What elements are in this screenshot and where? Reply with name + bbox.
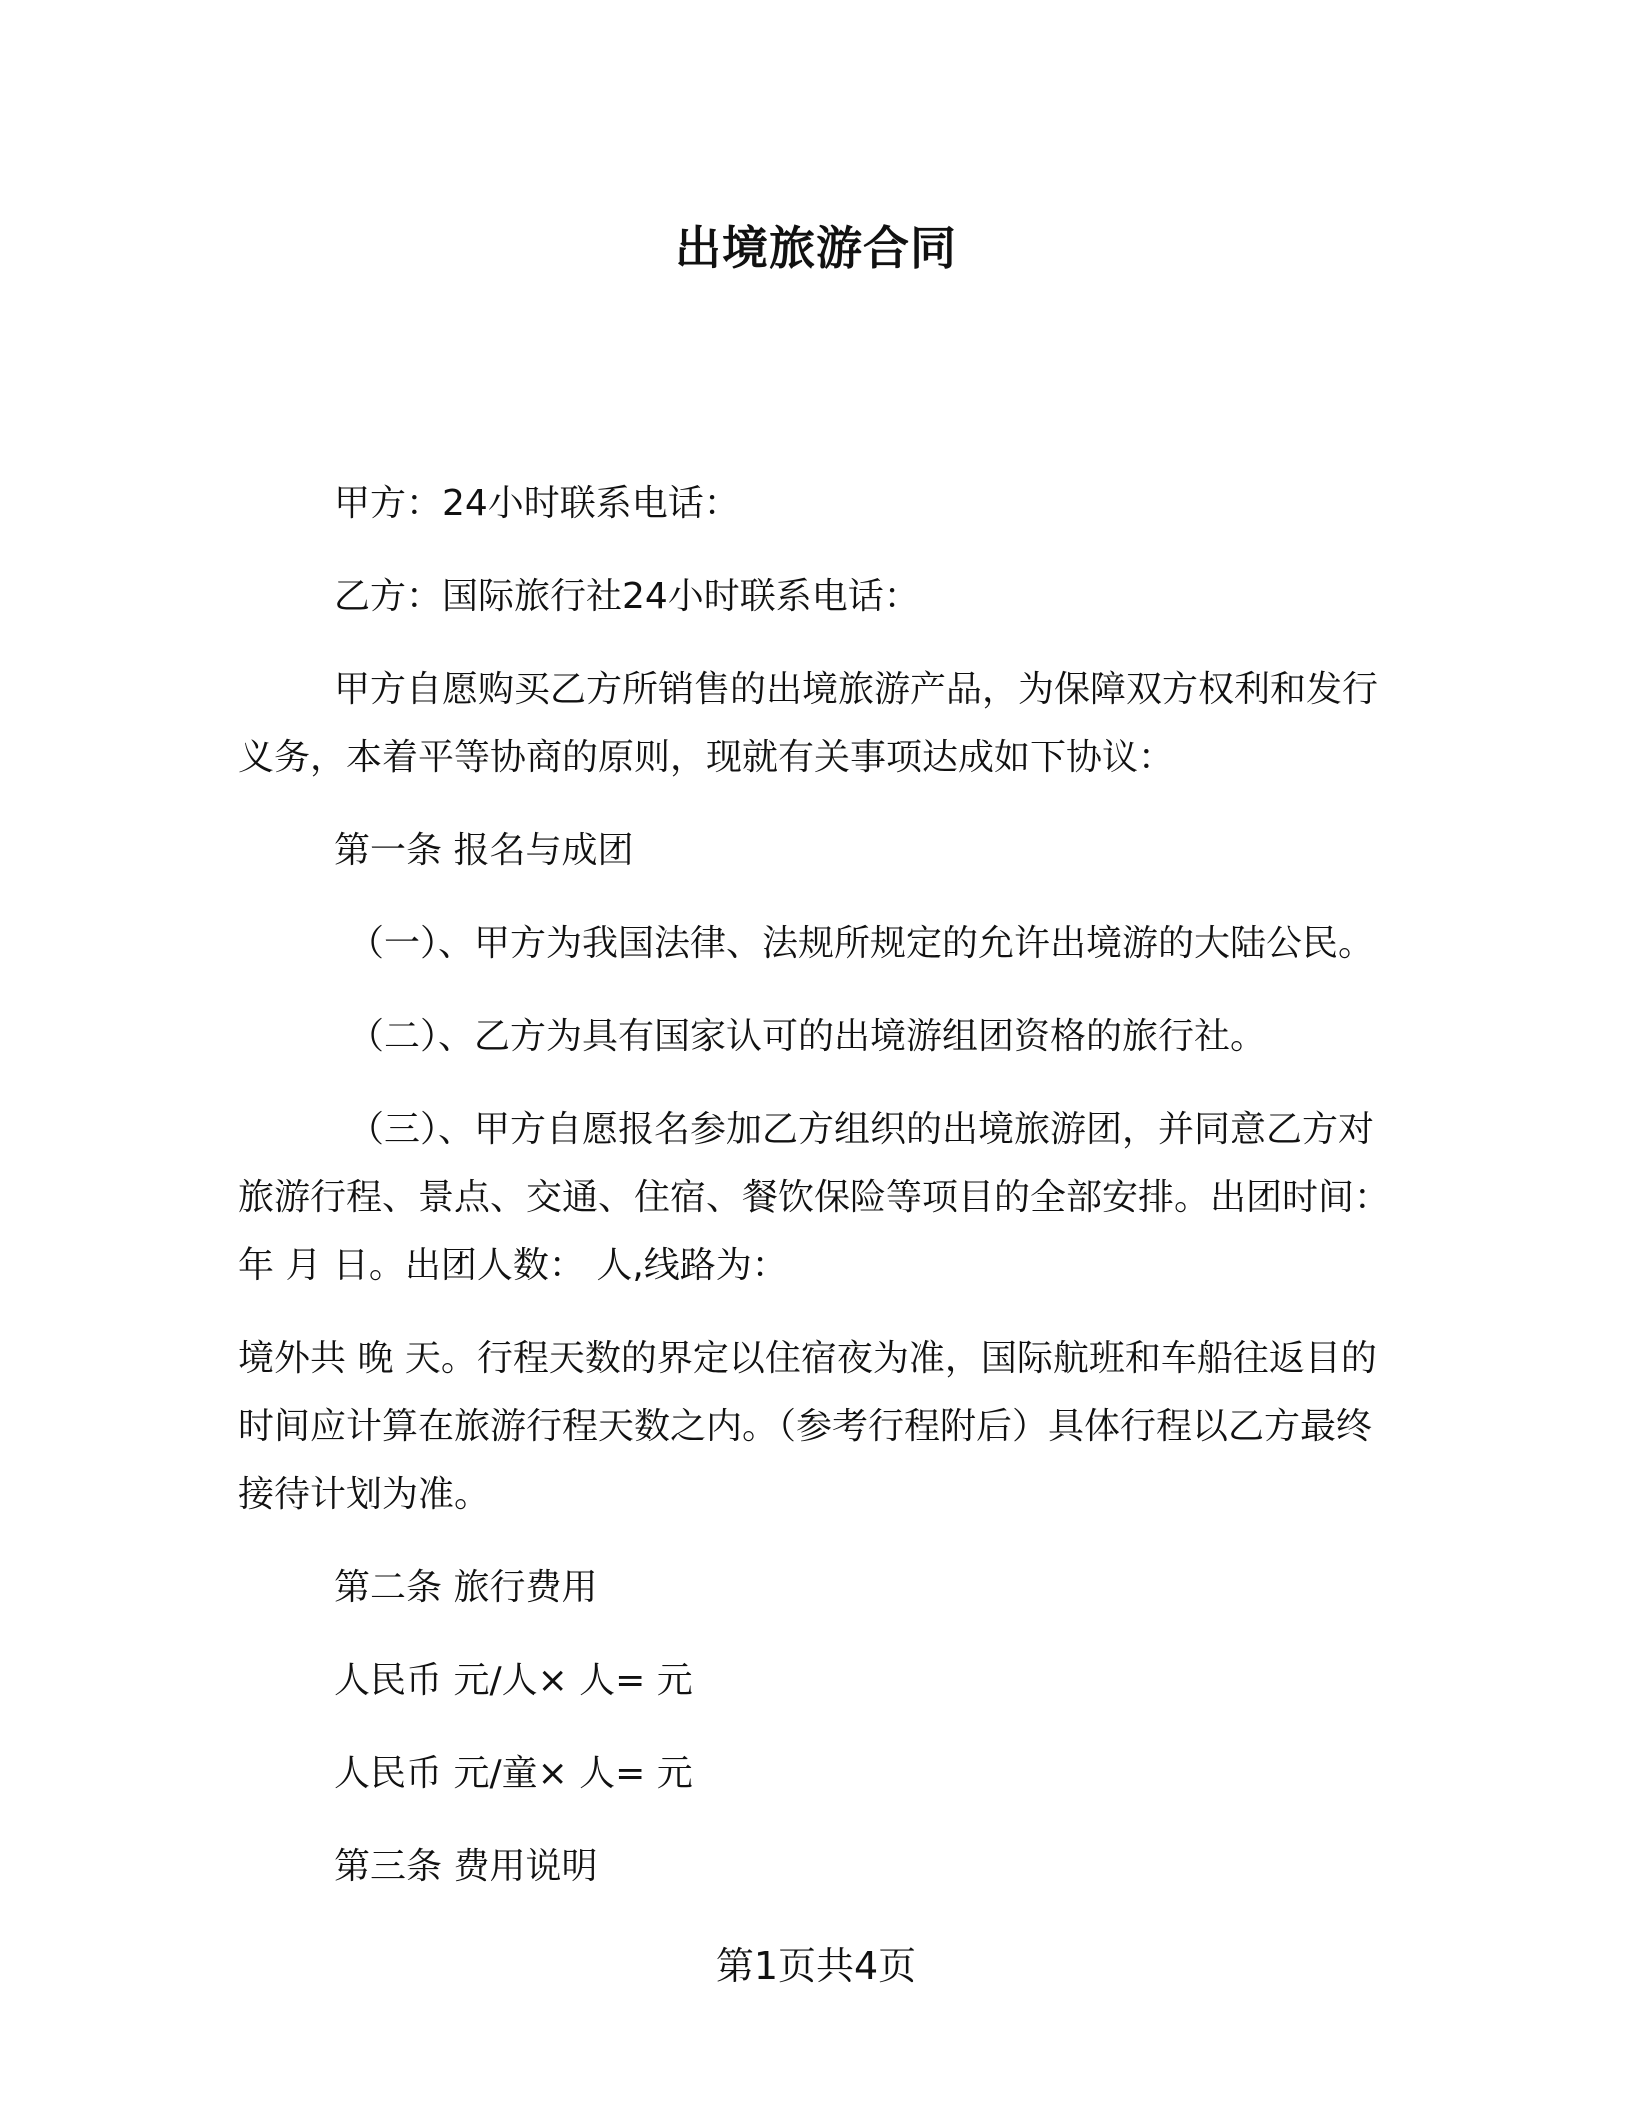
child-fee-line: 人民币 元/童× 人= 元: [334, 1753, 693, 1794]
itinerary-paragraph: 境外共 晚 天。行程天数的界定以住宿夜为准，国际航班和车船往返目的时间应计算在旅游行程天数之内。（参考行程附后）具体行程以乙方最终接待计划为准。: [238, 1338, 1377, 1515]
article-2-heading: 第二条 旅行费用: [334, 1567, 598, 1608]
article-1-clause-3: （三）、甲方自愿报名参加乙方组织的出境旅游团，并同意乙方对旅游行程、景点、交通、住宿、餐饮保险等项目的全部安排。出团时间： 年 月 日。出团人数： 人,线路为：: [238, 1109, 1391, 1286]
article-1-heading: 第一条 报名与成团: [334, 830, 634, 871]
page-footer: 第1页共4页: [715, 1944, 917, 1988]
article-1-clause-2: （二）、乙方为具有国家认可的出境游组团资格的旅行社。: [348, 1016, 1267, 1057]
document-body: [238, 470, 1398, 1926]
party-b-line: 乙方：国际旅行社24小时联系电话：: [334, 576, 920, 617]
article-3-heading: 第三条 费用说明: [334, 1846, 598, 1887]
preamble-paragraph: 甲方自愿购买乙方所销售的出境旅游产品，为保障双方权利和发行义务，本着平等协商的原则，现就有关事项达成如下协议：: [238, 669, 1379, 778]
party-a-line: 甲方：24小时联系电话：: [334, 483, 740, 524]
adult-fee-line: 人民币 元/人× 人= 元: [334, 1660, 693, 1701]
document-title: 出境旅游合同: [675, 221, 957, 275]
article-1-clause-1: （一）、甲方为我国法律、法规所规定的允许出境游的大陆公民。: [348, 923, 1375, 964]
